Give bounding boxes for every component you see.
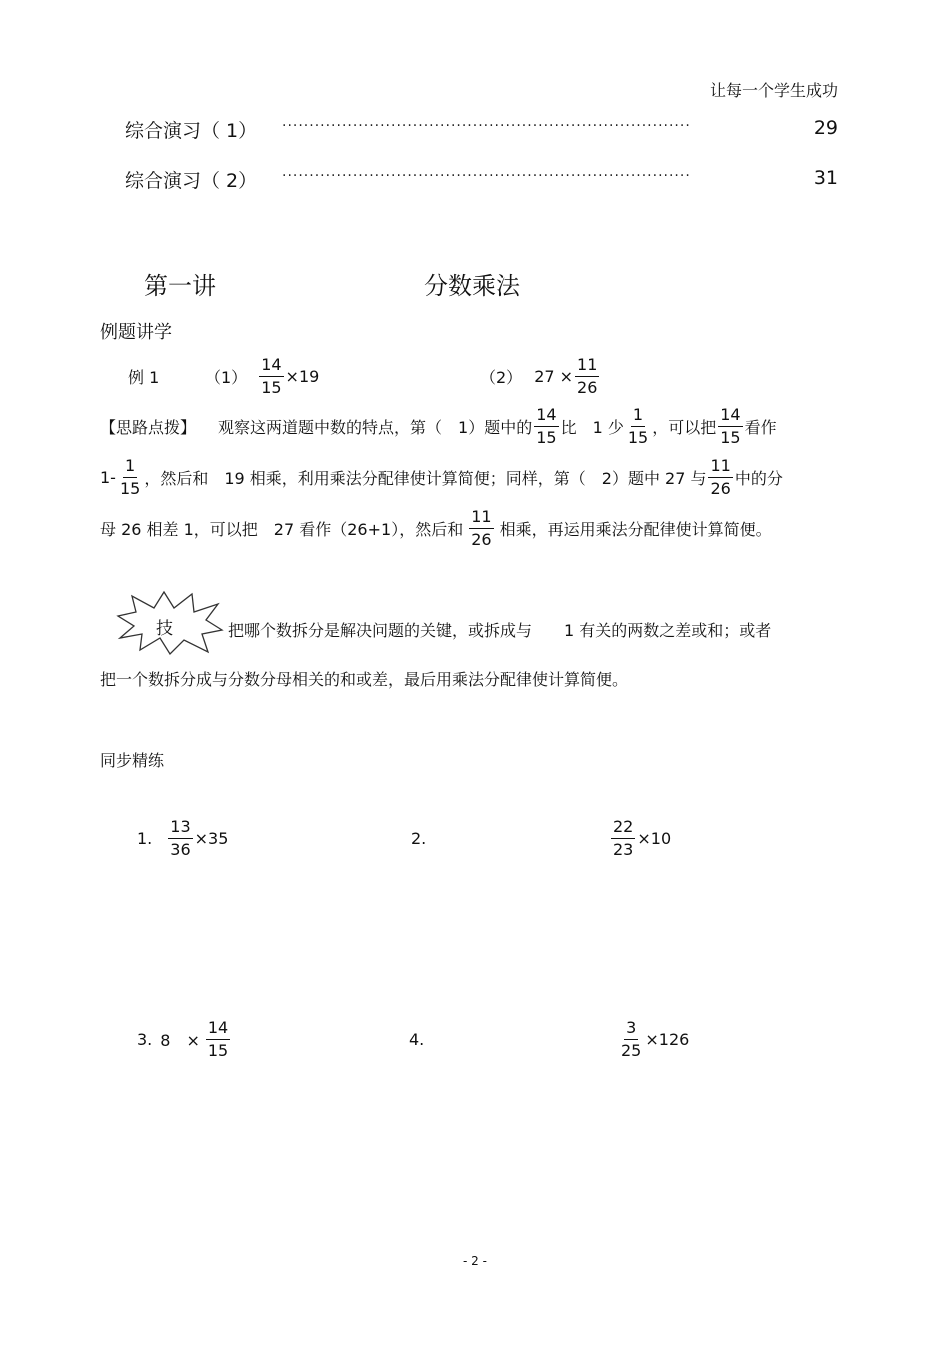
item-number: 2. bbox=[411, 828, 427, 848]
page-number: - 2 - bbox=[463, 1254, 487, 1268]
denominator: 15 bbox=[261, 377, 282, 397]
hint-text: 相乘，再运用乘法分配律使计算简便。 bbox=[499, 519, 772, 539]
example-part-1 bbox=[205, 354, 319, 398]
denominator: 26 bbox=[710, 478, 731, 498]
hint-text: 中的分 bbox=[734, 468, 783, 488]
numerator: 1 bbox=[631, 407, 645, 427]
fraction bbox=[469, 506, 493, 549]
denominator: 26 bbox=[577, 377, 598, 397]
fraction bbox=[575, 354, 599, 397]
fraction bbox=[259, 354, 283, 397]
hint-line-1 bbox=[100, 404, 777, 448]
example-heading: 例题讲学 bbox=[100, 322, 172, 343]
hint-text: 比 1 少 bbox=[560, 417, 624, 437]
hint-text: 1- bbox=[100, 467, 116, 487]
hint-line-2 bbox=[100, 455, 783, 499]
part-2-marker: （2） bbox=[480, 367, 523, 387]
numerator: 14 bbox=[718, 407, 742, 427]
tip-line-1: 把哪个数拆分是解决问题的关键，或拆成与 1 有关的两数之差或和；或者 bbox=[228, 621, 772, 640]
toc-leader-1: ··········································································· bbox=[282, 118, 691, 134]
fraction bbox=[611, 816, 635, 859]
fraction bbox=[534, 404, 558, 447]
numerator: 14 bbox=[206, 1020, 230, 1040]
item-number: 1. bbox=[137, 828, 153, 848]
denominator: 25 bbox=[621, 1040, 642, 1060]
item-lead: 8 × bbox=[160, 1030, 200, 1050]
numerator: 14 bbox=[534, 407, 558, 427]
denominator: 26 bbox=[471, 529, 492, 549]
denominator: 15 bbox=[207, 1040, 229, 1060]
numerator: 14 bbox=[259, 357, 283, 377]
fraction bbox=[626, 404, 650, 447]
fraction bbox=[708, 455, 732, 498]
toc-label-2: 综合演习（ 2） bbox=[125, 170, 258, 192]
tip-badge-label: 技 bbox=[156, 619, 173, 639]
item-tail: ×35 bbox=[194, 828, 229, 848]
denominator: 36 bbox=[170, 839, 191, 859]
fraction bbox=[619, 1017, 643, 1060]
practice-item-2 bbox=[411, 816, 426, 860]
hint-line-3 bbox=[100, 506, 772, 550]
part-1-tail: ×19 bbox=[285, 366, 320, 386]
numerator: 13 bbox=[168, 819, 192, 839]
part-2-lead: 27 × bbox=[534, 366, 574, 386]
fraction bbox=[168, 816, 192, 859]
numerator: 11 bbox=[469, 509, 493, 529]
practice-item-4 bbox=[409, 1017, 424, 1061]
practice-item-4-expression bbox=[617, 1017, 689, 1061]
practice-item-3 bbox=[137, 1017, 232, 1061]
header-slogan: 让每一个学生成功 bbox=[709, 81, 838, 100]
toc-leader-2: ··········································································· bbox=[282, 168, 691, 184]
fraction bbox=[118, 455, 142, 498]
hint-text: 看作 bbox=[744, 417, 777, 437]
toc-page-1: 29 bbox=[813, 117, 838, 139]
numerator: 1 bbox=[123, 458, 137, 478]
practice-heading: 同步精练 bbox=[100, 751, 165, 770]
fraction bbox=[718, 404, 742, 447]
item-tail: ×10 bbox=[637, 828, 672, 848]
lecture-number: 第一讲 bbox=[144, 272, 216, 300]
hint-text: ，然后和 19 相乘，利用乘法分配律使计算简便；同样，第（ 2）题中 27 与 bbox=[144, 468, 707, 488]
hint-text: 母 26 相差 1，可以把 27 看作（26+1），然后和 bbox=[100, 519, 464, 539]
tip-badge bbox=[114, 590, 226, 656]
toc-label-1: 综合演习（ 1） bbox=[125, 120, 258, 142]
denominator: 15 bbox=[720, 427, 741, 447]
example-label: 例 1 bbox=[128, 367, 160, 387]
practice-item-1 bbox=[137, 816, 228, 860]
denominator: 15 bbox=[536, 427, 557, 447]
item-tail: ×126 bbox=[645, 1029, 690, 1049]
numerator: 11 bbox=[575, 357, 599, 377]
lecture-title: 分数乘法 bbox=[424, 272, 520, 300]
toc-page-2: 31 bbox=[813, 167, 838, 189]
item-number: 4. bbox=[409, 1029, 425, 1049]
hint-text: 观察这两道题中数的特点，第（ 1）题中的 bbox=[218, 417, 533, 437]
hint-label: 【思路点拨】 bbox=[100, 417, 197, 437]
numerator: 22 bbox=[611, 819, 635, 839]
denominator: 15 bbox=[119, 478, 141, 498]
denominator: 23 bbox=[613, 839, 634, 859]
part-1-marker: （1） bbox=[205, 367, 248, 387]
example-part-2 bbox=[480, 354, 601, 398]
practice-item-2-expression bbox=[609, 816, 671, 860]
denominator: 15 bbox=[627, 427, 649, 447]
item-number: 3. bbox=[137, 1029, 153, 1049]
example-row bbox=[128, 354, 159, 398]
tip-line-2: 把一个数拆分成与分数分母相关的和或差，最后用乘法分配律使计算简便。 bbox=[100, 670, 629, 689]
numerator: 3 bbox=[624, 1020, 638, 1040]
hint-text: ，可以把 bbox=[652, 417, 717, 437]
numerator: 11 bbox=[708, 458, 732, 478]
fraction bbox=[206, 1017, 230, 1060]
